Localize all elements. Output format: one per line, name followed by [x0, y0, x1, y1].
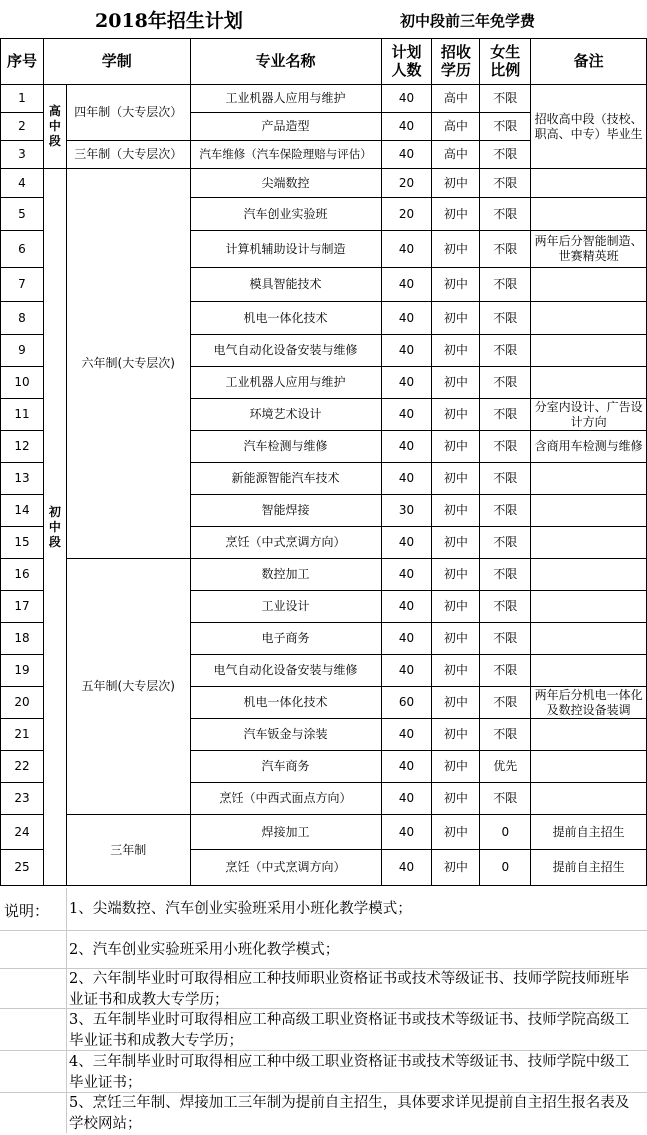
- female-ratio: 不限: [480, 463, 531, 495]
- required-education: 初中: [432, 591, 480, 623]
- required-education: 初中: [432, 198, 480, 231]
- remark-cell: 含商用车检测与维修: [531, 431, 647, 463]
- table-row: [1, 815, 647, 850]
- row-number: 20: [1, 687, 44, 719]
- row-number: 7: [1, 268, 44, 302]
- page-subtitle: 初中段前三年免学费: [400, 12, 536, 30]
- female-ratio: 0: [480, 850, 531, 886]
- note-label-cell: [0, 1050, 67, 1092]
- header-plan: [381, 39, 432, 85]
- note-text: 1、尖端数控、汽车创业实验班采用小班化教学模式；: [69, 901, 412, 917]
- note-text: 4、三年制毕业时可取得相应工种中级工职业资格证书或技术等级证书、技师学院中级工毕业证书；: [69, 1054, 630, 1092]
- remark-cell: [531, 367, 647, 399]
- required-education: 初中: [432, 751, 480, 783]
- female-ratio: 不限: [480, 527, 531, 559]
- female-ratio: 不限: [480, 302, 531, 335]
- row-number: 18: [1, 623, 44, 655]
- remark-cell: [531, 268, 647, 302]
- female-ratio: 不限: [480, 399, 531, 431]
- remark-cell: 分室内设计、广告设计方向: [531, 399, 647, 431]
- major-name: 尖端数控: [190, 169, 381, 198]
- female-ratio: 不限: [480, 335, 531, 367]
- row-number: 11: [1, 399, 44, 431]
- row-number: 8: [1, 302, 44, 335]
- header-female-line: 比例: [490, 60, 521, 79]
- required-education: 初中: [432, 367, 480, 399]
- note-label-cell: [0, 930, 67, 968]
- note-row: [0, 1092, 647, 1133]
- remark-cell: [531, 495, 647, 527]
- required-education: 初中: [432, 527, 480, 559]
- major-name: 工业机器人应用与维护: [190, 367, 381, 399]
- header-edu-line: 招收: [440, 43, 471, 62]
- notes-section: [0, 888, 647, 1133]
- row-number: 21: [1, 719, 44, 751]
- plan-count: 40: [381, 231, 432, 268]
- row-number: 5: [1, 198, 44, 231]
- row-number: 4: [1, 169, 44, 198]
- required-education: 初中: [432, 302, 480, 335]
- system-five-year: 五年制(大专层次): [66, 559, 190, 815]
- female-ratio: 不限: [480, 169, 531, 198]
- plan-count: 40: [381, 719, 432, 751]
- remark-cell: [531, 623, 647, 655]
- stage-char: 初: [48, 504, 61, 519]
- stage-char: 段: [48, 534, 61, 549]
- plan-table-body: [1, 85, 647, 886]
- note-row: [0, 1008, 647, 1051]
- row-number: 16: [1, 559, 44, 591]
- stage-char: 中: [48, 519, 61, 534]
- female-ratio: 不限: [480, 687, 531, 719]
- plan-count: 30: [381, 495, 432, 527]
- header-female-line: 女生: [490, 43, 521, 62]
- stage-char: 高: [48, 104, 61, 118]
- stage-high-school: [43, 85, 66, 169]
- row-number: 17: [1, 591, 44, 623]
- page-title: 2018年招生计划: [95, 10, 243, 32]
- note-row: [0, 968, 647, 1009]
- required-education: 初中: [432, 850, 480, 886]
- plan-count: 60: [381, 687, 432, 719]
- major-name: 数控加工: [190, 559, 381, 591]
- female-ratio: 不限: [480, 113, 531, 141]
- note-row: [0, 1050, 647, 1093]
- remark-cell: [531, 198, 647, 231]
- plan-count: 40: [381, 815, 432, 850]
- required-education: 初中: [432, 815, 480, 850]
- remark-cell: [531, 335, 647, 367]
- plan-count: 40: [381, 431, 432, 463]
- row-number: 2: [1, 113, 44, 141]
- remark-cell: [531, 783, 647, 815]
- required-education: 初中: [432, 783, 480, 815]
- system-four-year: 四年制（大专层次）: [66, 85, 190, 141]
- table-row: [1, 169, 647, 198]
- plan-table: [0, 38, 647, 886]
- header-female: [480, 39, 531, 85]
- major-name: 工业设计: [190, 591, 381, 623]
- note-text: 3、五年制毕业时可取得相应工种高级工职业资格证书或技术等级证书、技师学院高级工毕业证书和成教大专学历；: [69, 1012, 630, 1050]
- major-name: 汽车检测与维修: [190, 431, 381, 463]
- major-name: 机电一体化技术: [190, 302, 381, 335]
- header-system: 学制: [43, 39, 190, 85]
- remark-cell: [531, 655, 647, 687]
- row-number: 12: [1, 431, 44, 463]
- header-plan-line: 计划: [391, 43, 422, 62]
- major-name: 新能源智能汽车技术: [190, 463, 381, 495]
- female-ratio: 不限: [480, 783, 531, 815]
- plan-count: 40: [381, 559, 432, 591]
- required-education: 初中: [432, 399, 480, 431]
- plan-count: 40: [381, 141, 432, 169]
- header-seq: 序号: [1, 39, 44, 85]
- plan-count: 40: [381, 850, 432, 886]
- major-name: 烹饪（中式烹调方向）: [190, 850, 381, 886]
- note-row: [0, 930, 647, 969]
- major-name: 烹饪（中西式面点方向）: [190, 783, 381, 815]
- required-education: 初中: [432, 231, 480, 268]
- remark-cell: [531, 527, 647, 559]
- note-text: 5、烹饪三年制、焊接加工三年制为提前自主招生，具体要求详见提前自主招生报名表及学校网站；: [69, 1095, 630, 1133]
- major-name: 智能焊接: [190, 495, 381, 527]
- remark-cell: [531, 559, 647, 591]
- major-name: 计算机辅助设计与制造: [190, 231, 381, 268]
- notes-label-cell: [0, 888, 67, 930]
- row-number: 13: [1, 463, 44, 495]
- required-education: 初中: [432, 495, 480, 527]
- female-ratio: 不限: [480, 141, 531, 169]
- row-number: 24: [1, 815, 44, 850]
- title-row: [0, 0, 647, 38]
- female-ratio: 不限: [480, 655, 531, 687]
- remark-cell: 两年后分智能制造、世赛精英班: [531, 231, 647, 268]
- female-ratio: 不限: [480, 198, 531, 231]
- row-number: 9: [1, 335, 44, 367]
- major-name: 汽车商务: [190, 751, 381, 783]
- required-education: 高中: [432, 113, 480, 141]
- row-number: 15: [1, 527, 44, 559]
- system-three-year: 三年制: [66, 815, 190, 886]
- header-major: 专业名称: [190, 39, 381, 85]
- major-name: 电气自动化设备安装与维修: [190, 655, 381, 687]
- plan-count: 40: [381, 783, 432, 815]
- system-six-year: 六年制(大专层次): [66, 169, 190, 559]
- plan-count: 40: [381, 591, 432, 623]
- row-number: 6: [1, 231, 44, 268]
- header-remark: 备注: [531, 39, 647, 85]
- note-label-cell: [0, 1092, 67, 1133]
- major-name: 汽车维修（汽车保险理赔与评估）: [190, 141, 381, 169]
- required-education: 初中: [432, 687, 480, 719]
- major-name: 工业机器人应用与维护: [190, 85, 381, 113]
- required-education: 初中: [432, 335, 480, 367]
- row-number: 23: [1, 783, 44, 815]
- remark-cell: [531, 302, 647, 335]
- required-education: 初中: [432, 268, 480, 302]
- required-education: 初中: [432, 463, 480, 495]
- row-number: 10: [1, 367, 44, 399]
- row-number: 1: [1, 85, 44, 113]
- female-ratio: 不限: [480, 431, 531, 463]
- plan-count: 40: [381, 335, 432, 367]
- row-number: 14: [1, 495, 44, 527]
- required-education: 初中: [432, 169, 480, 198]
- stage-junior-high: [43, 169, 66, 886]
- remark-cell: 招收高中段（技校、职高、中专）毕业生: [531, 85, 647, 169]
- remark-cell: [531, 719, 647, 751]
- remark-cell: [531, 463, 647, 495]
- female-ratio: 优先: [480, 751, 531, 783]
- female-ratio: 不限: [480, 719, 531, 751]
- female-ratio: 不限: [480, 268, 531, 302]
- required-education: 初中: [432, 431, 480, 463]
- plan-count: 40: [381, 751, 432, 783]
- note-row: [0, 888, 647, 931]
- stage-char: 中: [48, 119, 61, 133]
- remark-cell: 提前自主招生: [531, 850, 647, 886]
- major-name: 电气自动化设备安装与维修: [190, 335, 381, 367]
- stage-char: 段: [48, 134, 61, 148]
- female-ratio: 不限: [480, 559, 531, 591]
- plan-count: 40: [381, 367, 432, 399]
- required-education: 高中: [432, 141, 480, 169]
- row-number: 3: [1, 141, 44, 169]
- remark-cell: [531, 591, 647, 623]
- major-name: 产品造型: [190, 113, 381, 141]
- plan-count: 40: [381, 463, 432, 495]
- plan-count: 40: [381, 655, 432, 687]
- plan-count: 40: [381, 527, 432, 559]
- plan-count: 40: [381, 85, 432, 113]
- major-name: 焊接加工: [190, 815, 381, 850]
- plan-count: 40: [381, 113, 432, 141]
- female-ratio: 不限: [480, 367, 531, 399]
- header-edu: [432, 39, 480, 85]
- table-row: [1, 559, 647, 591]
- required-education: 初中: [432, 559, 480, 591]
- required-education: 初中: [432, 719, 480, 751]
- female-ratio: 不限: [480, 495, 531, 527]
- header-plan-line: 人数: [391, 60, 422, 79]
- plan-count: 40: [381, 399, 432, 431]
- plan-count: 20: [381, 169, 432, 198]
- plan-count: 40: [381, 268, 432, 302]
- female-ratio: 不限: [480, 231, 531, 268]
- note-label-cell: [0, 968, 67, 1008]
- notes-label: 说明：: [4, 902, 50, 920]
- table-row: [1, 85, 647, 113]
- system-three-year-college: 三年制（大专层次）: [66, 141, 190, 169]
- remark-cell: 提前自主招生: [531, 815, 647, 850]
- note-label-cell: [0, 1008, 67, 1050]
- female-ratio: 不限: [480, 623, 531, 655]
- remark-cell: [531, 751, 647, 783]
- major-name: 环境艺术设计: [190, 399, 381, 431]
- plan-count: 20: [381, 198, 432, 231]
- remark-cell: [531, 169, 647, 198]
- row-number: 19: [1, 655, 44, 687]
- plan-count: 40: [381, 302, 432, 335]
- header-row: [1, 39, 647, 85]
- required-education: 初中: [432, 623, 480, 655]
- row-number: 25: [1, 850, 44, 886]
- remark-cell: 两年后分机电一体化及数控设备装调: [531, 687, 647, 719]
- required-education: 初中: [432, 655, 480, 687]
- required-education: 高中: [432, 85, 480, 113]
- row-number: 22: [1, 751, 44, 783]
- female-ratio: 不限: [480, 591, 531, 623]
- plan-count: 40: [381, 623, 432, 655]
- major-name: 汽车钣金与涂装: [190, 719, 381, 751]
- major-name: 烹饪（中式烹调方向）: [190, 527, 381, 559]
- major-name: 机电一体化技术: [190, 687, 381, 719]
- major-name: 模具智能技术: [190, 268, 381, 302]
- header-edu-line: 学历: [440, 60, 471, 79]
- major-name: 电子商务: [190, 623, 381, 655]
- note-text: 2、汽车创业实验班采用小班化教学模式；: [69, 942, 340, 958]
- female-ratio: 不限: [480, 85, 531, 113]
- note-text: 2、六年制毕业时可取得相应工种技师职业资格证书或技术等级证书、技师学院技师班毕业证书和成教大专学历；: [69, 971, 630, 1009]
- major-name: 汽车创业实验班: [190, 198, 381, 231]
- female-ratio: 0: [480, 815, 531, 850]
